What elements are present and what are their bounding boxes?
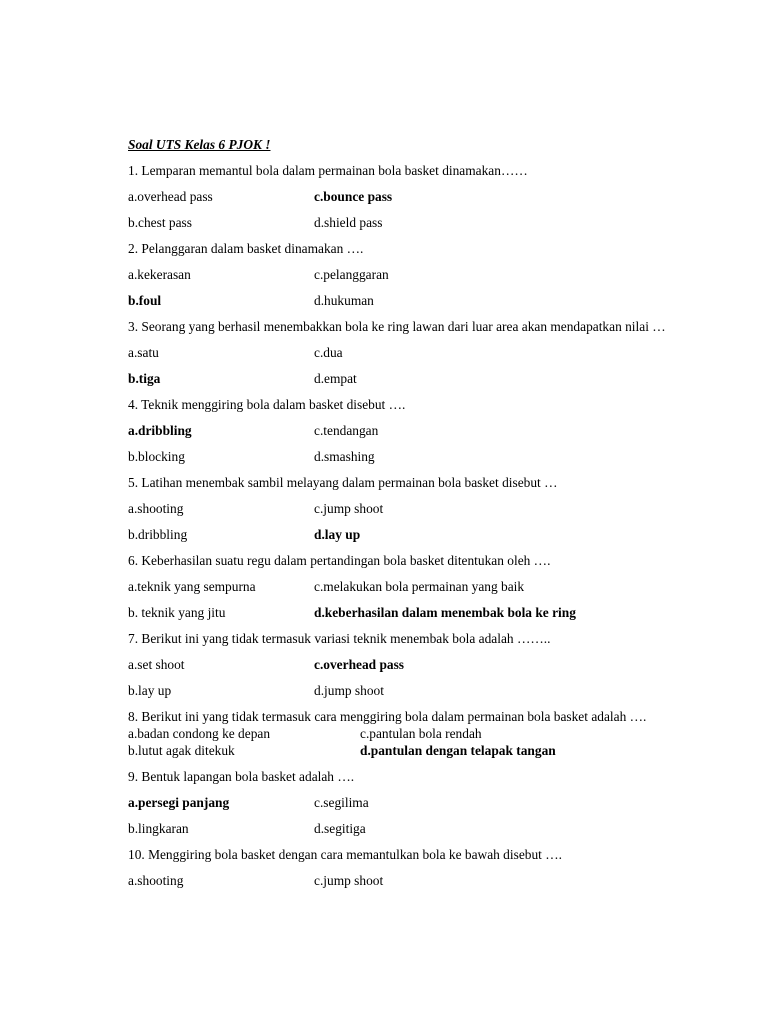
option-c-answer: c.bounce pass: [314, 189, 393, 204]
options-row: [128, 344, 668, 361]
option-a: a.satu: [128, 345, 159, 360]
option-d-answer: d.pantulan dengan telapak tangan: [360, 743, 556, 758]
option-c: c.jump shoot: [314, 501, 384, 516]
question-6: 6. Keberhasilan suatu regu dalam pertandingan bola basket ditentukan oleh ….: [128, 553, 551, 568]
question-8: 8. Berikut ini yang tidak termasuk cara menggiring bola dalam permainan bola basket adalah ….: [128, 709, 647, 724]
option-d: d.smashing: [314, 449, 375, 464]
option-d: d.segitiga: [314, 821, 366, 836]
option-c: c.segilima: [314, 795, 369, 810]
option-a-answer: a.dribbling: [128, 423, 192, 438]
options-row: [128, 266, 668, 283]
option-b-answer: b.tiga: [128, 371, 161, 386]
options-row: [128, 725, 668, 742]
option-a: a.teknik yang sempurna: [128, 579, 256, 594]
option-a: a.badan condong ke depan: [128, 726, 271, 741]
option-a: a.shooting: [128, 501, 184, 516]
options-row: [128, 872, 668, 889]
option-b: b. teknik yang jitu: [128, 605, 226, 620]
option-d: d.jump shoot: [314, 683, 384, 698]
option-b-answer: b.foul: [128, 293, 162, 308]
question-10: 10. Menggiring bola basket dengan cara memantulkan bola ke bawah disebut ….: [128, 847, 562, 862]
option-b: b.chest pass: [128, 215, 192, 230]
option-c: c.melakukan bola permainan yang baik: [314, 579, 525, 594]
options-row: [128, 682, 668, 699]
option-c: c.pantulan bola rendah: [360, 726, 482, 741]
option-c-answer: c.overhead pass: [314, 657, 405, 672]
option-b: b.lutut agak ditekuk: [128, 743, 235, 758]
options-row: [128, 794, 668, 811]
option-b: b.lay up: [128, 683, 172, 698]
option-d: d.shield pass: [314, 215, 383, 230]
option-b: b.lingkaran: [128, 821, 189, 836]
options-row: [128, 526, 668, 543]
question-9: 9. Bentuk lapangan bola basket adalah ….: [128, 769, 355, 784]
option-a: a.overhead pass: [128, 189, 213, 204]
option-c: c.tendangan: [314, 423, 379, 438]
option-a: a.set shoot: [128, 657, 185, 672]
options-row: [128, 370, 668, 387]
options-row: [128, 500, 668, 517]
option-a: a.kekerasan: [128, 267, 191, 282]
options-row: [128, 742, 668, 759]
question-4: 4. Teknik menggiring bola dalam basket disebut ….: [128, 397, 406, 412]
option-c: c.pelanggaran: [314, 267, 389, 282]
question-1: 1. Lemparan memantul bola dalam permainan bola basket dinamakan……: [128, 163, 528, 178]
option-b: b.dribbling: [128, 527, 188, 542]
options-row: [128, 448, 668, 465]
option-b: b.blocking: [128, 449, 185, 464]
question-5: 5. Latihan menembak sambil melayang dalam permainan bola basket disebut …: [128, 475, 558, 490]
option-c: c.jump shoot: [314, 873, 384, 888]
option-d: d.hukuman: [314, 293, 374, 308]
question-2: 2. Pelanggaran dalam basket dinamakan ….: [128, 241, 364, 256]
options-row: [128, 820, 668, 837]
options-row: [128, 292, 668, 309]
option-a-answer: a.persegi panjang: [128, 795, 230, 810]
document-page: [128, 136, 668, 898]
option-a: a.shooting: [128, 873, 184, 888]
question-3: 3. Seorang yang berhasil menembakkan bola ke ring lawan dari luar area akan mendapatkan nilai …: [128, 319, 666, 334]
options-row: [128, 578, 668, 595]
option-d-answer: d.keberhasilan dalam menembak bola ke ring: [314, 605, 576, 620]
option-d: d.empat: [314, 371, 357, 386]
options-row: [128, 604, 668, 621]
option-c: c.dua: [314, 345, 343, 360]
options-row: [128, 188, 668, 205]
option-d-answer: d.lay up: [314, 527, 361, 542]
options-row: [128, 656, 668, 673]
question-7: 7. Berikut ini yang tidak termasuk variasi teknik menembak bola adalah ……..: [128, 631, 551, 646]
options-row: [128, 214, 668, 231]
page-title: Soal UTS Kelas 6 PJOK !: [128, 137, 271, 152]
options-row: [128, 422, 668, 439]
